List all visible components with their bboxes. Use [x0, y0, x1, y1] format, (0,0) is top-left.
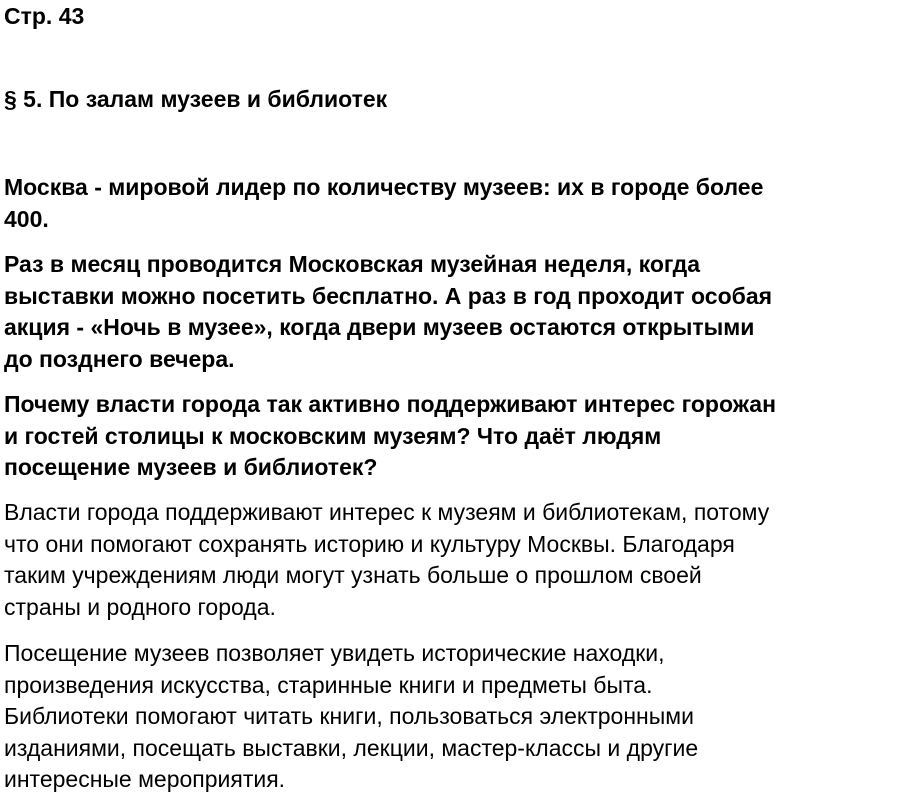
- paragraph-line: посещение музеев и библиотек?: [4, 454, 378, 480]
- paragraph-line: Посещение музеев позволяет увидеть исторические находки,: [4, 640, 665, 666]
- paragraph-answer-2: [4, 638, 914, 796]
- paragraph-line: акция - «Ночь в музее», когда двери музеев остаются открытыми: [4, 314, 755, 340]
- paragraph-line: таким учреждениям люди могут узнать больше о прошлом своей: [4, 562, 702, 588]
- paragraph-museum-week: [4, 249, 914, 375]
- paragraph-answer-1: [4, 497, 914, 623]
- paragraph-line: интересные мероприятия.: [4, 766, 286, 792]
- page-number: Стр. 43: [4, 3, 85, 29]
- paragraph-question: [4, 389, 914, 484]
- section-title: § 5. По залам музеев и библиотек: [4, 86, 388, 112]
- paragraph-moscow-museums: [4, 172, 914, 235]
- paragraph-line: изданиями, посещать выставки, лекции, мастер-классы и другие: [4, 734, 699, 761]
- paragraph-line: Москва - мировой лидер по количеству музеев: их в городе более: [4, 174, 764, 200]
- paragraph-line: произведения искусства, старинные книги и предметы быта.: [4, 671, 653, 698]
- paragraph-line: Власти города поддерживают интерес к музеям и библиотекам, потому: [4, 499, 770, 525]
- paragraph-line: страны и родного города.: [4, 593, 276, 620]
- paragraph-line: что они помогают сохранять историю и культуру Москвы. Благодаря: [4, 530, 735, 557]
- paragraph-line: Библиотеки помогают читать книги, пользоваться электронными: [4, 703, 694, 729]
- paragraph-line: Раз в месяц проводится Московская музейная неделя, когда: [4, 251, 700, 277]
- paragraph-line: и гостей столицы к московским музеям? Что даёт людям: [4, 422, 662, 449]
- paragraph-line: 400.: [4, 205, 49, 232]
- paragraph-line: Почему власти города так активно поддерживают интерес горожан: [4, 391, 776, 417]
- paragraph-line: выставки можно посетить бесплатно. А раз в год проходит особая: [4, 282, 773, 309]
- paragraph-line: до позднего вечера.: [4, 345, 235, 372]
